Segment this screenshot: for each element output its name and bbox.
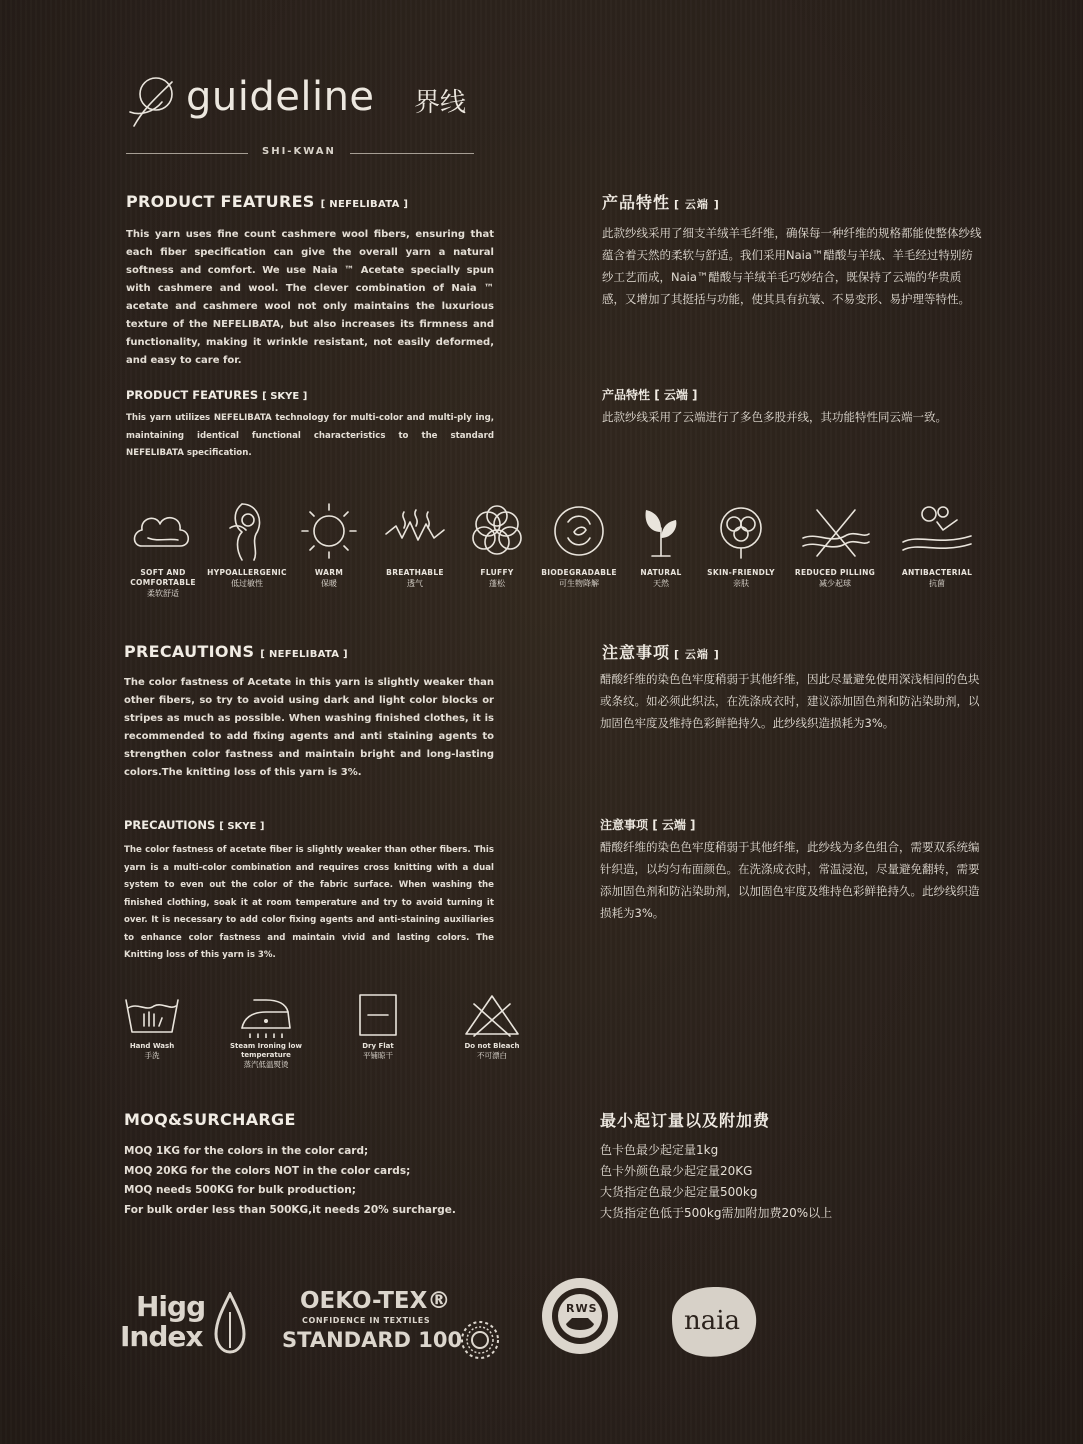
no-pilling-icon [797,498,873,564]
feature-natural: NATURAL 天然 [616,498,706,589]
naia-logo: naia [662,1282,762,1362]
antibacterial-icon [899,498,975,564]
care-dry-flat: Dry Flat 平铺晾干 [330,992,426,1061]
cotton-boll-icon [706,498,776,564]
cloud-icon [128,498,198,564]
precautions-en-title: PRECAUTIONS [ NEFELIBATA ] [124,642,348,661]
precautions-cn-title: 注意事项 [ 云端 ] [602,643,720,662]
rws-seal-icon [538,1272,622,1362]
features-cn-sub-body: 此款纱线采用了云端进行了多色多股并线，其功能特性同云端一致。 [602,410,947,424]
moq-en-line: For bulk order less than 500KG,it needs 20% surcharge. [124,1203,456,1216]
moq-cn-title: 最小起订量以及附加费 [600,1111,771,1130]
iron-low-icon [236,992,296,1038]
feature-breathable: BREATHABLE 透气 [370,498,460,589]
sprout-icon [626,498,696,564]
precautions-en-sub-title: PRECAUTIONS [ SKYE ] [124,818,265,832]
features-cn-body: 此款纱线采用了细支羊绒羊毛纤维，确保每一种纤维的规格都能使整体纱线蕴含着天然的柔软与舒适。我们采用Naia™醋酸与羊绒、羊毛经过特别纺纱工艺而成，Naia™醋酸与羊绒羊毛巧妙结合，既保持了云端的华贵质感，又增加了其挺括与功能，使其具有抗皱、不易变形、易护理等特性。 [602,226,982,306]
moq-en-line: MOQ 1KG for the colors in the color card; [124,1145,369,1157]
moq-en-list [124,1142,544,1220]
feature-warm: WARM 保暖 [284,498,374,589]
moq-cn-line: 大货指定色低于500kg需加附加费20%以上 [600,1206,833,1220]
features-en-sub-body: This yarn utilizes NEFELIBATA technology for multi-color and multi-ply ing, maintaining identical functional characteristics to the standard NEFELIBATA specification. [126,413,494,458]
features-cn-title: 产品特性 [ 云端 ] [602,193,720,212]
oeko-tex-logo: OEKO-TEX® CONFIDENCE IN TEXTILES STANDARD 100 [280,1288,510,1364]
moq-cn-line: 大货指定色最少起定量500kg [600,1185,758,1199]
features-en-title: PRODUCT FEATURES [ NEFELIBATA ] [126,192,409,211]
moq-cn-line: 色卡外颜色最少起定量20KG [600,1164,753,1178]
feature-hypoallergenic: HYPOALLERGENIC 低过敏性 [202,498,292,589]
dry-flat-icon [348,992,408,1038]
brand-logo [126,72,486,132]
moq-cn-list [600,1140,1000,1224]
sun-icon [294,498,364,564]
precautions-en-body: The color fastness of Acetate in this yarn is slightly weaker than other fibers, so try to avoid using dark and light color blocks or stripes as much as possible. When washing finished clothes, it is recommended to add fixing agents and anti staining agents to strengthen color fastness and maintain bright and long-lasting colors.The knitting loss of this yarn is 3%. [124,677,494,778]
moq-en-line: MOQ 20KG for the colors NOT in the color cards; [124,1164,411,1177]
no-bleach-icon [462,992,522,1038]
precautions-cn-sub-body: 醋酸纤维的染色色牢度稍弱于其他纤维，此纱线为多色组合，需要双系统编针织造，以均匀布面颜色。在洗涤成衣时，常温浸泡，尽量避免翻转，需要添加固色剂和防沾染助剂，以加固色牢度及维持色彩鲜艳持久。此纱线织造损耗为3%。 [600,840,980,920]
precautions-en-sub-body: The color fastness of acetate fiber is slightly weaker than other fibers. This yarn is a multi-color combination and requires cross knitting with a dual system to even out the color of the fabric surface. When washing the finished clothing, soak it at room temperature and try to avoid turning it over. It is necessary to add color fixing agents and anti-staining auxiliaries to enhance color fastness and maintain vivid and lasting colors. The Knitting loss of this yarn is 3%. [124,845,494,960]
feature-biodegradable: BIODEGRADABLE 可生物降解 [534,498,624,589]
care-hand-wash: Hand Wash 手洗 [104,992,200,1061]
higg-drop-icon [214,1292,246,1354]
logo-mark-icon [126,72,178,130]
tagline-divider-right [350,153,474,154]
recycle-leaf-icon [544,498,614,564]
feature-reduced-pilling: REDUCED PILLING 减少起球 [790,498,880,589]
care-no-bleach: Do not Bleach 不可漂白 [444,992,540,1061]
cotton-icon [462,498,532,564]
logo-cn: 界线 [414,88,467,118]
oeko-flower-icon [458,1318,502,1362]
moq-en-line: MOQ needs 500KG for bulk production; [124,1184,356,1196]
feature-soft-comfortable: SOFT AND COMFORTABLE 柔软舒适 [118,498,208,599]
features-cn-sub-title: 产品特性 [ 云端 ] [602,388,698,402]
logo-wordmark: guideline [186,74,375,120]
features-en-body: This yarn uses fine count cashmere wool fibers, ensuring that each fiber specification can give the overall yarn a natural softness and comfort. We use Naia ™ Acetate specially spun with cashmere and wool. The clever combination of Naia ™ acetate and cashmere wool not only maintains the luxurious texture of the NEFELIBATA, but also increases its firmness and functionality, making it wrinkle resistant, not easily deformed, and easy to care for. [126,229,494,366]
moq-en-title: MOQ&SURCHARGE [124,1110,296,1129]
feature-fluffy: FLUFFY 蓬松 [452,498,542,589]
tagline: SHI-KWAN [262,146,336,157]
hand-wash-icon [122,992,182,1038]
precautions-cn-sub-title: 注意事项 [ 云端 ] [600,818,696,832]
precautions-cn-body: 醋酸纤维的染色色牢度稍弱于其他纤维，因此尽量避免使用深浅相间的色块或条纹。如必须此织法，在洗涤成衣时，建议添加固色剂和防沾染助剂，以加固色牢度及维持色彩鲜艳持久。此纱线织造损耗为3%。 [600,672,980,730]
rws-logo: RWS [538,1272,622,1362]
tagline-divider-left [126,153,248,154]
moq-cn-line: 色卡色最少起定量1kg [600,1143,719,1157]
feature-skin-friendly: SKIN-FRIENDLY 亲肤 [696,498,786,589]
features-en-sub-title: PRODUCT FEATURES [ SKYE ] [126,388,308,402]
breathable-icon [380,498,450,564]
care-steam-ironing: Steam Ironing low temperature 蒸汽低温熨烫 [218,992,314,1070]
figure-leaf-icon [212,498,282,564]
feature-antibacterial: ANTIBACTERIAL 抗菌 [892,498,982,589]
higg-index-logo: Higg Index [120,1290,250,1360]
